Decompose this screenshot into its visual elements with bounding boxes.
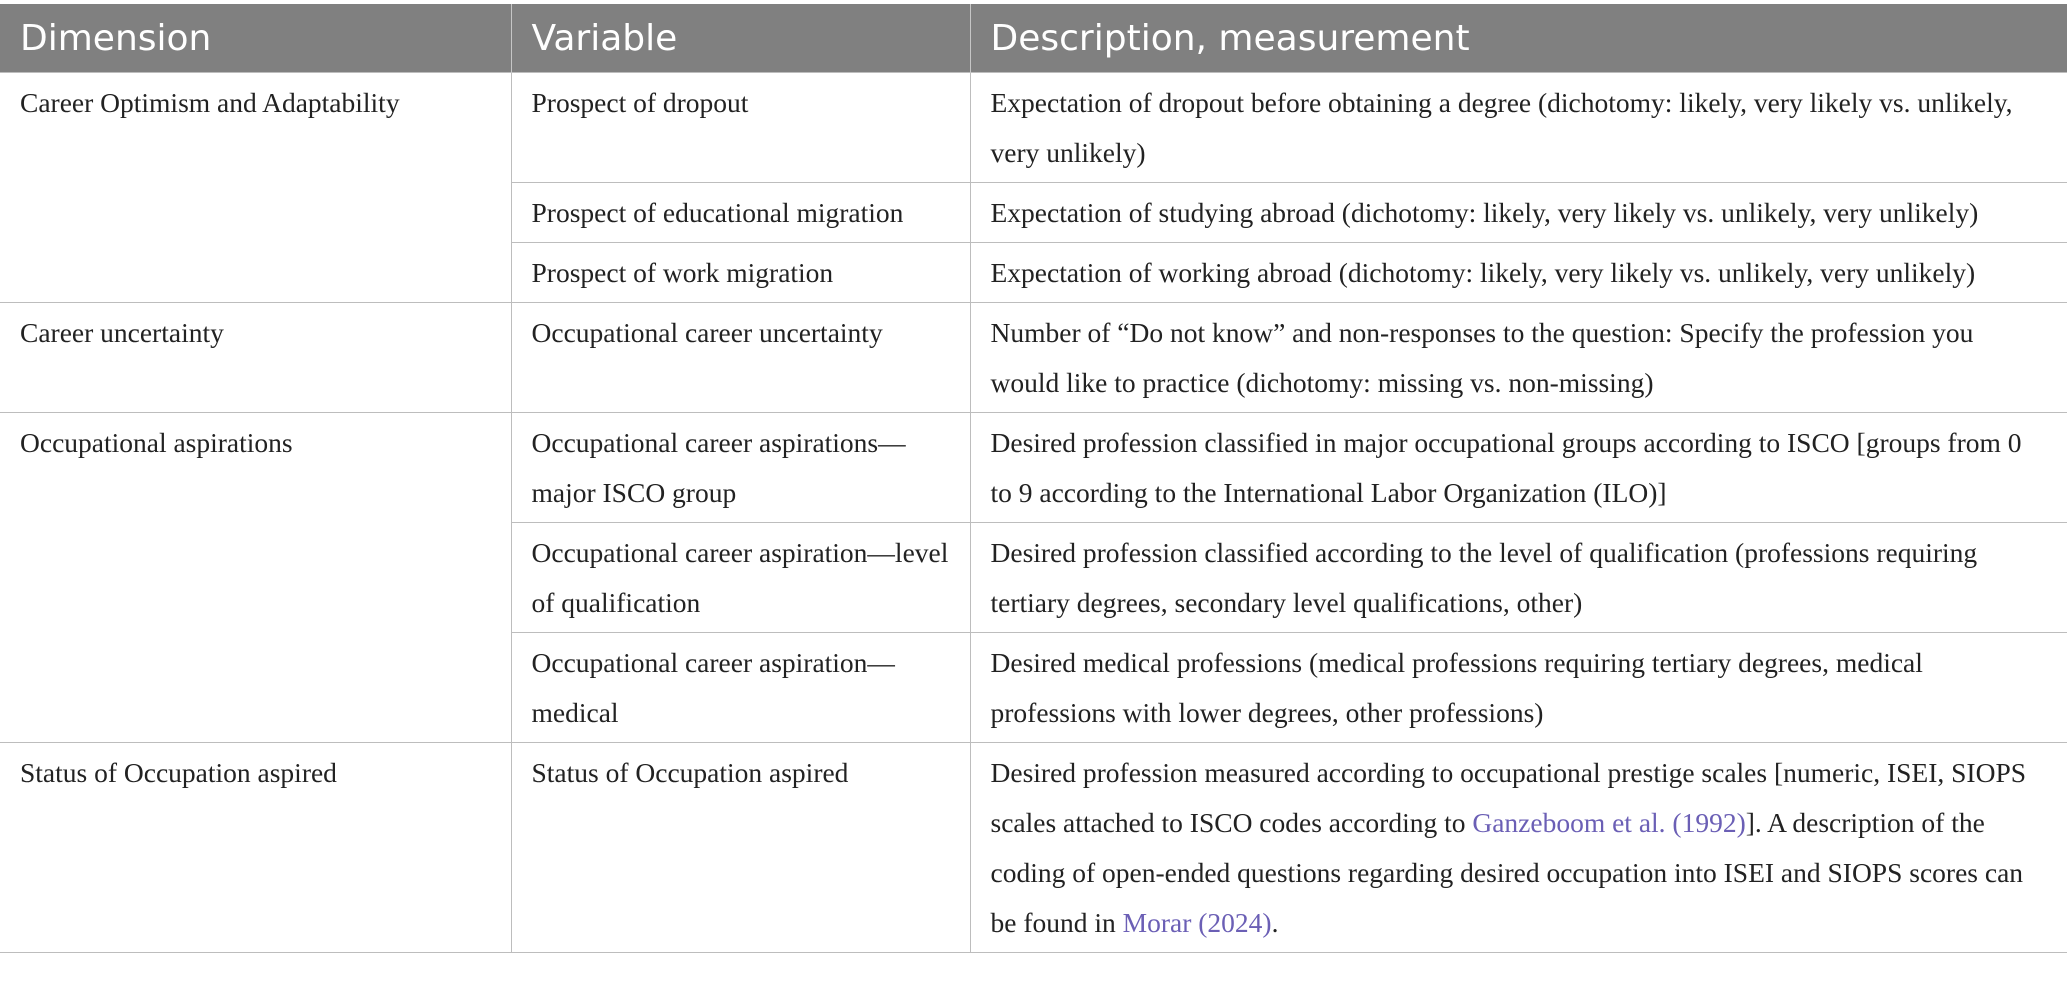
variable-cell: Occupational career aspiration—level of qualification xyxy=(511,523,970,633)
header-dimension: Dimension xyxy=(0,4,511,73)
table-row xyxy=(0,73,2067,183)
dimension-cell: Career uncertainty xyxy=(0,303,511,413)
variable-cell: Occupational career uncertainty xyxy=(511,303,970,413)
description-text: . xyxy=(1271,907,1279,938)
description-cell: Desired profession classified in major occupational groups according to ISCO [groups from 0 to 9 according to the International Labor Organization (ILO)] xyxy=(970,413,2067,523)
citation-link-ganzeboom[interactable]: Ganzeboom et al. (1992) xyxy=(1472,807,1746,838)
citation-link-morar[interactable]: Morar (2024) xyxy=(1122,907,1272,938)
table-header xyxy=(0,4,2067,73)
variable-cell: Occupational career aspirations—major ISCO group xyxy=(511,413,970,523)
dimension-cell: Status of Occupation aspired xyxy=(0,743,511,953)
table-row xyxy=(0,413,2067,523)
description-cell: Expectation of studying abroad (dichotomy: likely, very likely vs. unlikely, very unlikely) xyxy=(970,183,2067,243)
description-cell: Expectation of dropout before obtaining a degree (dichotomy: likely, very likely vs. unlikely, very unlikely) xyxy=(970,73,2067,183)
dimension-cell: Occupational aspirations xyxy=(0,413,511,743)
description-cell xyxy=(970,743,2067,953)
description-cell: Desired medical professions (medical professions requiring tertiary degrees, medical professions with lower degrees, other professions) xyxy=(970,633,2067,743)
description-text: Desired profession measured according to occupational prestige scales [numeric, ISEI, SIOPS scales attached to ISCO codes according to xyxy=(990,757,2027,838)
header-description: Description, measurement xyxy=(970,4,2067,73)
dimension-cell: Career Optimism and Adaptability xyxy=(0,73,511,303)
description-cell: Expectation of working abroad (dichotomy: likely, very likely vs. unlikely, very unlikely) xyxy=(970,243,2067,303)
variable-cell: Prospect of dropout xyxy=(511,73,970,183)
variable-cell: Prospect of work migration xyxy=(511,243,970,303)
table-row xyxy=(0,303,2067,413)
description-text: ]. A description of the coding of open-ended questions regarding desired occupation into ISEI and SIOPS scores can be found in xyxy=(990,807,2024,938)
variable-cell: Prospect of educational migration xyxy=(511,183,970,243)
table-row xyxy=(0,743,2067,953)
variables-table xyxy=(0,4,2067,953)
variable-cell: Status of Occupation aspired xyxy=(511,743,970,953)
table-body xyxy=(0,73,2067,953)
header-variable: Variable xyxy=(511,4,970,73)
description-cell: Desired profession classified according to the level of qualification (professions requiring tertiary degrees, secondary level qualifications, other) xyxy=(970,523,2067,633)
description-cell: Number of “Do not know” and non-responses to the question: Specify the profession you would like to practice (dichotomy: missing vs. non-missing) xyxy=(970,303,2067,413)
variable-cell: Occupational career aspiration—medical xyxy=(511,633,970,743)
header-row xyxy=(0,4,2067,73)
